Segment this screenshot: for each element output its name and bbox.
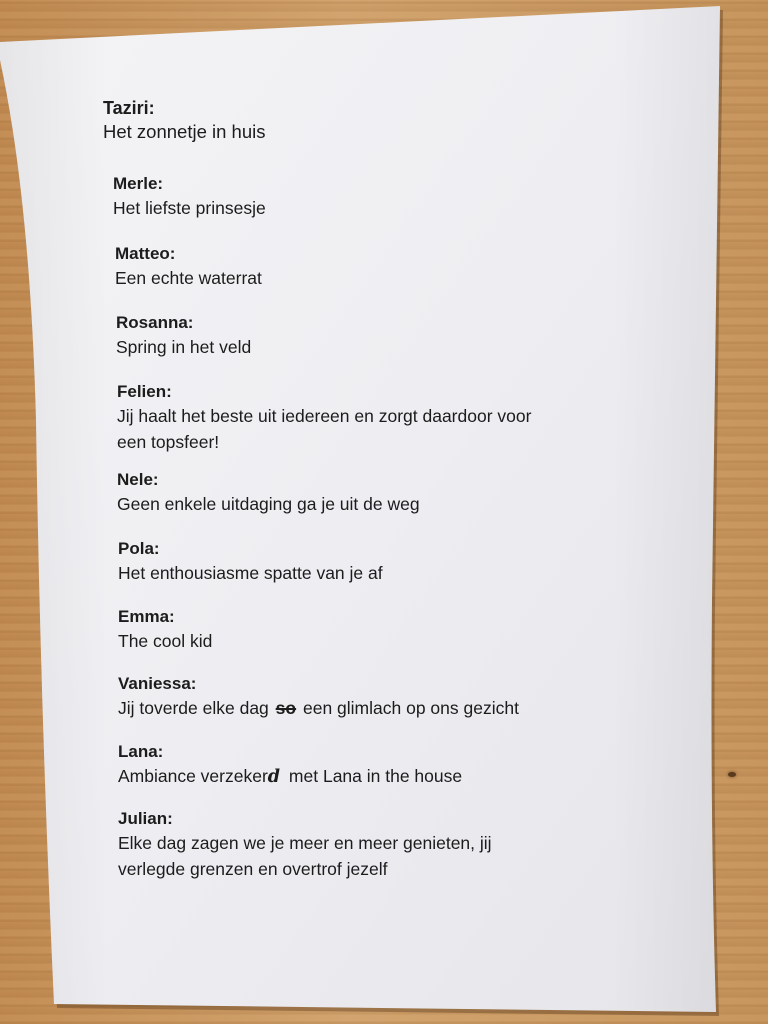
- entry-name: Rosanna:: [116, 313, 194, 332]
- entry-text-line-2: een topsfeer!: [117, 432, 220, 452]
- crossed-out-word: so: [275, 698, 297, 718]
- entry-nele: [117, 469, 420, 517]
- entry-name: Emma:: [118, 607, 175, 626]
- entry-matteo: [115, 243, 262, 291]
- entry-taziri: [103, 97, 266, 145]
- entry-name: Felien:: [117, 382, 172, 401]
- entry-name: Lana:: [118, 742, 164, 761]
- entry-text-before: Jij toverde elke dag: [118, 698, 269, 718]
- entry-text: [118, 763, 462, 790]
- entry-name: Taziri:: [103, 98, 155, 118]
- entry-text-line-1: Jij haalt het beste uit iedereen en zorgt daardoor voor: [117, 406, 532, 426]
- entry-text: [118, 695, 519, 721]
- entry-name: Nele:: [117, 470, 159, 489]
- entry-text: Het zonnetje in huis: [103, 121, 266, 142]
- entry-name: Julian:: [118, 809, 173, 828]
- entry-text: The cool kid: [118, 631, 213, 651]
- entry-name: Merle:: [113, 174, 164, 193]
- entry-text: Het enthousiasme spatte van je af: [118, 563, 383, 583]
- entry-text-after: met Lana in the house: [288, 766, 463, 786]
- entry-text: Het liefste prinsesje: [113, 198, 266, 218]
- entry-name: Pola:: [118, 539, 160, 558]
- entry-julian: [118, 808, 492, 882]
- entry-text-after: een glimlach op ons gezicht: [302, 698, 519, 718]
- entry-text: Spring in het veld: [116, 337, 252, 357]
- entry-emma: [118, 606, 212, 654]
- handwritten-correction: d: [267, 767, 281, 787]
- entry-name: Vaniessa:: [118, 674, 197, 693]
- entry-felien: [117, 381, 531, 455]
- entry-pola: [118, 538, 383, 586]
- entry-name: Matteo:: [115, 244, 176, 263]
- entry-merle: [113, 173, 266, 221]
- entry-text: Geen enkele uitdaging ga je uit de weg: [117, 494, 420, 514]
- entry-vaniessa: [118, 673, 519, 721]
- entry-lana: [118, 741, 462, 790]
- wall-hole: [728, 772, 736, 777]
- entry-text-line-2: verlegde grenzen en overtrof jezelf: [118, 859, 388, 879]
- entry-text-line-1: Elke dag zagen we je meer en meer genieten, jij: [118, 833, 492, 853]
- entry-text: Een echte waterrat: [115, 268, 262, 288]
- entry-text-before: Ambiance verzeker: [118, 766, 268, 786]
- entry-rosanna: [116, 312, 251, 360]
